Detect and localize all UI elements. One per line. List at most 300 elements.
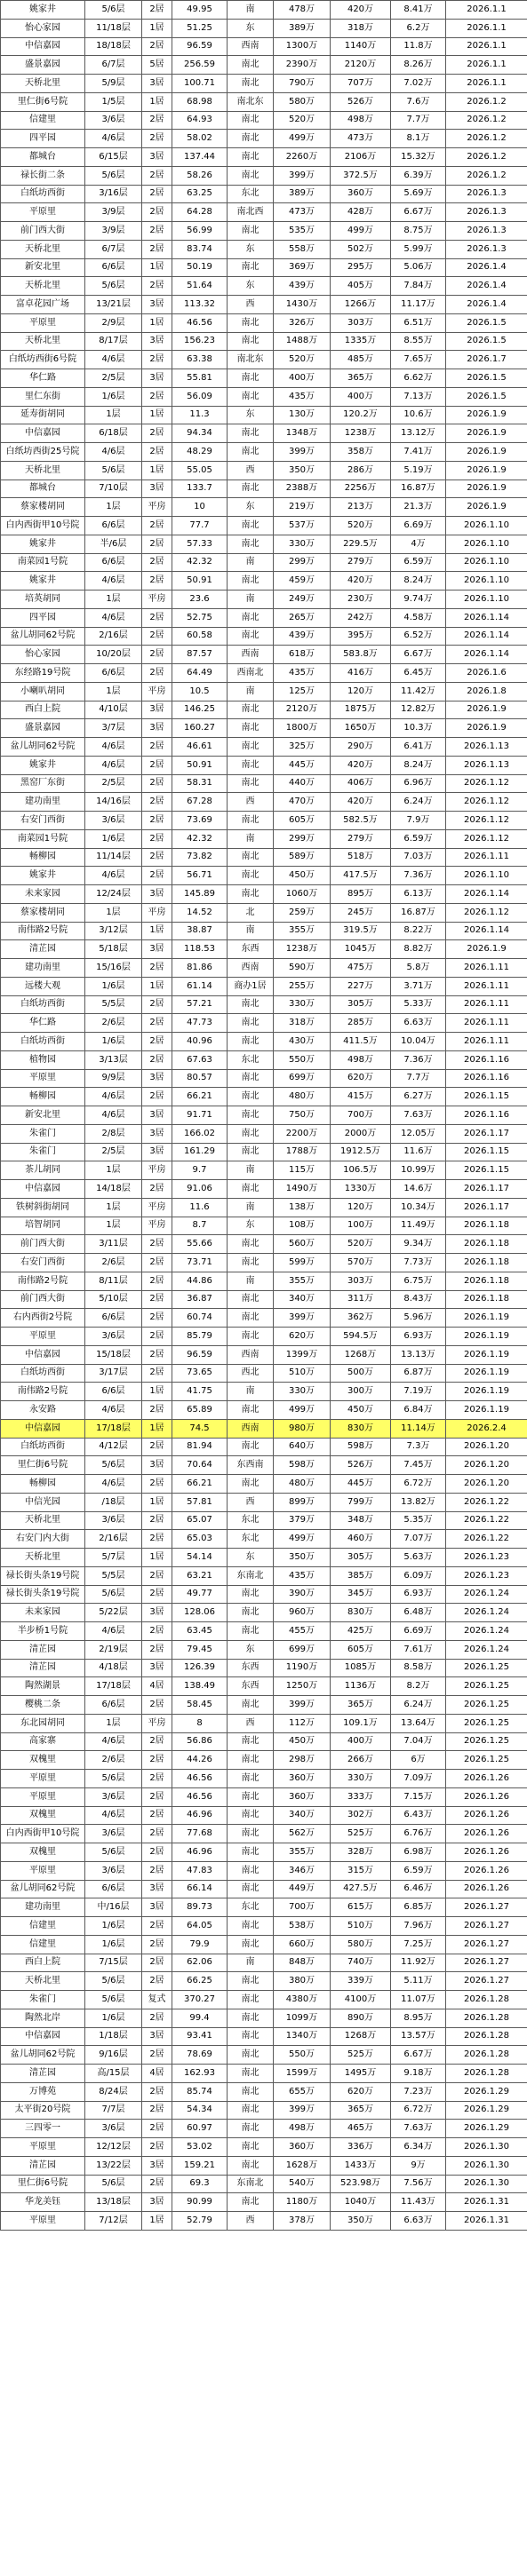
orientation-cell: 南北 [228, 701, 274, 719]
layout-cell: 2居 [142, 829, 172, 848]
community-name-cell: 未来家园 [1, 1604, 85, 1622]
deal-date-cell: 2026.1.19 [446, 1309, 527, 1328]
deal-price-cell: 475万 [331, 959, 391, 978]
orientation-cell: 东北 [228, 185, 274, 203]
community-name-cell: 盛景嘉园 [1, 56, 85, 75]
listed-price-cell: 389万 [274, 19, 331, 37]
deal-price-cell: 707万 [331, 75, 391, 93]
layout-cell: 3居 [142, 1456, 172, 1475]
deal-price-cell: 245万 [331, 903, 391, 922]
area-cell: 41.75 [172, 1383, 228, 1401]
community-name-cell: 培英胡同 [1, 590, 85, 609]
layout-cell: 3居 [142, 1106, 172, 1125]
area-cell: 66.21 [172, 1088, 228, 1106]
area-cell: 47.83 [172, 1861, 228, 1880]
layout-cell: 3居 [142, 1069, 172, 1088]
unit-price-cell: 7.6万 [391, 92, 446, 111]
community-name-cell: 白纸坊西街 [1, 185, 85, 203]
deal-price-cell: 405万 [331, 277, 391, 296]
area-cell: 77.68 [172, 1825, 228, 1843]
layout-cell: 2居 [142, 1033, 172, 1051]
floor-cell: 5/6层 [85, 1, 142, 20]
unit-price-cell: 5.8万 [391, 959, 446, 978]
orientation-cell: 南北 [228, 130, 274, 148]
table-row [1, 1935, 527, 1954]
unit-price-cell: 5.11万 [391, 1972, 446, 1991]
layout-cell: 2居 [142, 848, 172, 867]
deal-price-cell: 285万 [331, 1014, 391, 1033]
deal-date-cell: 2026.1.25 [446, 1732, 527, 1751]
area-cell: 65.03 [172, 1530, 228, 1549]
table-row [1, 1456, 527, 1475]
unit-price-cell: 6.72万 [391, 1475, 446, 1494]
floor-cell: 2/8层 [85, 1124, 142, 1143]
deal-date-cell: 2026.1.22 [446, 1530, 527, 1549]
listed-price-cell: 605万 [274, 812, 331, 830]
community-name-cell: 信建里 [1, 111, 85, 130]
floor-cell: 1层 [85, 682, 142, 701]
orientation-cell: 南北 [228, 2046, 274, 2065]
deal-date-cell: 2026.1.19 [446, 1364, 527, 1383]
unit-price-cell: 6.48万 [391, 1604, 446, 1622]
deal-date-cell: 2026.1.27 [446, 1917, 527, 1936]
deal-price-cell: 605万 [331, 1640, 391, 1659]
unit-price-cell: 6.93万 [391, 1328, 446, 1346]
orientation-cell: 南北西 [228, 203, 274, 222]
layout-cell: 3居 [142, 2156, 172, 2175]
orientation-cell: 东西 [228, 1677, 274, 1696]
area-cell: 50.91 [172, 572, 228, 590]
unit-price-cell: 8.95万 [391, 2009, 446, 2027]
orientation-cell: 南北 [228, 1475, 274, 1494]
listed-price-cell: 299万 [274, 553, 331, 572]
floor-cell: 7/15层 [85, 1954, 142, 1972]
listed-price-cell: 330万 [274, 1383, 331, 1401]
deal-date-cell: 2026.1.18 [446, 1272, 527, 1290]
orientation-cell: 南北 [228, 1088, 274, 1106]
area-cell: 56.99 [172, 222, 228, 241]
floor-cell: 3/9层 [85, 203, 142, 222]
listed-price-cell: 699万 [274, 1069, 331, 1088]
orientation-cell: 东 [228, 1549, 274, 1567]
area-cell: 128.06 [172, 1604, 228, 1622]
community-name-cell: 白内西街甲10号院 [1, 517, 85, 535]
layout-cell: 3居 [142, 480, 172, 498]
deal-date-cell: 2026.1.18 [446, 1254, 527, 1272]
layout-cell: 3居 [142, 75, 172, 93]
unit-price-cell: 6.98万 [391, 1843, 446, 1862]
unit-price-cell: 11.6万 [391, 1143, 446, 1161]
listed-price-cell: 1180万 [274, 2193, 331, 2212]
floor-cell: 13/18层 [85, 2193, 142, 2212]
layout-cell: 2居 [142, 1640, 172, 1659]
community-name-cell: 华仁路 [1, 369, 85, 388]
unit-price-cell: 7.41万 [391, 443, 446, 462]
orientation-cell: 东 [228, 406, 274, 424]
unit-price-cell: 6.69万 [391, 517, 446, 535]
layout-cell: 1居 [142, 1419, 172, 1438]
orientation-cell: 南北 [228, 1254, 274, 1272]
community-name-cell: 植物园 [1, 1050, 85, 1069]
community-name-cell: 平原里 [1, 2138, 85, 2157]
deal-price-cell: 445万 [331, 1475, 391, 1494]
table-row [1, 1198, 527, 1217]
orientation-cell: 南北 [228, 719, 274, 738]
deal-date-cell: 2026.1.10 [446, 517, 527, 535]
listed-price-cell: 499万 [274, 1401, 331, 1420]
deal-date-cell: 2026.1.27 [446, 1898, 527, 1917]
layout-cell: 2居 [142, 1254, 172, 1272]
floor-cell: 5/6层 [85, 1972, 142, 1991]
deal-price-cell: 339万 [331, 1972, 391, 1991]
listed-price-cell: 562万 [274, 1825, 331, 1843]
table-row [1, 1549, 527, 1567]
unit-price-cell: 12.82万 [391, 701, 446, 719]
floor-cell: 1/6层 [85, 977, 142, 995]
layout-cell: 1居 [142, 19, 172, 37]
community-name-cell: 陶然湖景 [1, 1677, 85, 1696]
deal-price-cell: 500万 [331, 1364, 391, 1383]
table-row [1, 2156, 527, 2175]
listed-price-cell: 1238万 [274, 940, 331, 959]
deal-price-cell: 1085万 [331, 1659, 391, 1677]
unit-price-cell: 7.73万 [391, 1254, 446, 1272]
table-row [1, 1751, 527, 1770]
layout-cell: 1居 [142, 313, 172, 332]
unit-price-cell: 7.7万 [391, 111, 446, 130]
floor-cell: 10/20层 [85, 646, 142, 664]
deal-date-cell: 2026.1.20 [446, 1475, 527, 1494]
floor-cell: 高/15层 [85, 2065, 142, 2083]
community-name-cell: 姚家井 [1, 535, 85, 553]
layout-cell: 2居 [142, 2120, 172, 2138]
deal-price-cell: 416万 [331, 664, 391, 683]
community-name-cell: 樱桃二条 [1, 1696, 85, 1715]
table-row [1, 535, 527, 553]
deal-price-cell: 427.5万 [331, 1880, 391, 1898]
area-cell: 68.98 [172, 92, 228, 111]
area-cell: 70.64 [172, 1456, 228, 1475]
area-cell: 63.21 [172, 1566, 228, 1585]
orientation-cell: 南北 [228, 1751, 274, 1770]
floor-cell: 6/7层 [85, 240, 142, 258]
floor-cell: 1层 [85, 1714, 142, 1732]
layout-cell: 2居 [142, 351, 172, 369]
unit-price-cell: 21.3万 [391, 498, 446, 517]
unit-price-cell: 6万 [391, 1751, 446, 1770]
orientation-cell: 南 [228, 1383, 274, 1401]
layout-cell: 2居 [142, 1530, 172, 1549]
deal-date-cell: 2026.1.11 [446, 1033, 527, 1051]
table-row [1, 793, 527, 812]
listed-price-cell: 399万 [274, 443, 331, 462]
table-row [1, 1290, 527, 1309]
area-cell: 96.59 [172, 37, 228, 56]
layout-cell: 1居 [142, 922, 172, 940]
community-name-cell: 盆儿胡同62号院 [1, 627, 85, 646]
deal-date-cell: 2026.1.10 [446, 867, 527, 885]
listed-price-cell: 560万 [274, 1235, 331, 1254]
layout-cell: 3居 [142, 2193, 172, 2212]
deal-date-cell: 2026.1.11 [446, 977, 527, 995]
community-name-cell: 中信嘉园 [1, 1419, 85, 1438]
table-row [1, 922, 527, 940]
floor-cell: 8/24层 [85, 2082, 142, 2101]
floor-cell: 13/21层 [85, 296, 142, 314]
layout-cell: 2居 [142, 1401, 172, 1420]
unit-price-cell: 6.72万 [391, 2101, 446, 2120]
layout-cell: 2居 [142, 812, 172, 830]
table-row [1, 1843, 527, 1862]
orientation-cell: 南北 [228, 2156, 274, 2175]
area-cell: 89.73 [172, 1898, 228, 1917]
deal-date-cell: 2026.1.15 [446, 1088, 527, 1106]
layout-cell: 3居 [142, 1604, 172, 1622]
unit-price-cell: 11.43万 [391, 2193, 446, 2212]
layout-cell: 2居 [142, 959, 172, 978]
floor-cell: 3/13层 [85, 1050, 142, 1069]
community-name-cell: 新安北里 [1, 1106, 85, 1125]
floor-cell: 7/7层 [85, 2101, 142, 2120]
deal-price-cell: 242万 [331, 608, 391, 627]
table-row [1, 1696, 527, 1715]
floor-cell: 6/18层 [85, 424, 142, 443]
area-cell: 159.21 [172, 2156, 228, 2175]
floor-cell: 2/16层 [85, 1530, 142, 1549]
deal-date-cell: 2026.1.14 [446, 885, 527, 904]
deal-date-cell: 2026.1.17 [446, 1124, 527, 1143]
layout-cell: 2居 [142, 1345, 172, 1364]
orientation-cell: 南北 [228, 1861, 274, 1880]
floor-cell: 1/18层 [85, 2027, 142, 2046]
unit-price-cell: 14.6万 [391, 1180, 446, 1199]
table-row [1, 166, 527, 185]
deal-date-cell: 2026.1.5 [446, 387, 527, 406]
area-cell: 73.82 [172, 848, 228, 867]
floor-cell: 3/6层 [85, 1787, 142, 1806]
deal-price-cell: 350万 [331, 2212, 391, 2231]
listed-price-cell: 2390万 [274, 56, 331, 75]
unit-price-cell: 16.87万 [391, 903, 446, 922]
community-name-cell: 建功南里 [1, 959, 85, 978]
listed-price-cell: 480万 [274, 1475, 331, 1494]
area-cell: 50.19 [172, 258, 228, 277]
table-row [1, 1622, 527, 1641]
community-name-cell: 四平园 [1, 608, 85, 627]
listed-price-cell: 440万 [274, 774, 331, 793]
area-cell: 46.56 [172, 1787, 228, 1806]
community-name-cell: 延寿街胡同 [1, 406, 85, 424]
deal-date-cell: 2026.1.9 [446, 940, 527, 959]
orientation-cell: 南 [228, 1198, 274, 1217]
deal-price-cell: 372.5万 [331, 166, 391, 185]
area-cell: 67.28 [172, 793, 228, 812]
orientation-cell: 南北 [228, 572, 274, 590]
listed-price-cell: 265万 [274, 608, 331, 627]
deal-price-cell: 348万 [331, 1511, 391, 1530]
community-name-cell: 禄长街二条 [1, 166, 85, 185]
unit-price-cell: 6.67万 [391, 203, 446, 222]
community-name-cell: 富卓花园广场 [1, 296, 85, 314]
floor-cell: 5/6层 [85, 1843, 142, 1862]
orientation-cell: 南北 [228, 608, 274, 627]
community-name-cell: 东经路19号院 [1, 664, 85, 683]
layout-cell: 2居 [142, 1935, 172, 1954]
unit-price-cell: 9.18万 [391, 2065, 446, 2083]
deal-price-cell: 300万 [331, 1383, 391, 1401]
deal-price-cell: 109.1万 [331, 1714, 391, 1732]
listed-price-cell: 599万 [274, 1254, 331, 1272]
orientation-cell: 东北 [228, 1511, 274, 1530]
listed-price-cell: 112万 [274, 1714, 331, 1732]
table-row [1, 2212, 527, 2231]
orientation-cell: 南北 [228, 738, 274, 757]
area-cell: 67.63 [172, 1050, 228, 1069]
deal-price-cell: 450万 [331, 1401, 391, 1420]
floor-cell: 5/6层 [85, 277, 142, 296]
orientation-cell: 南北 [228, 424, 274, 443]
listed-price-cell: 380万 [274, 1972, 331, 1991]
community-name-cell: 未来家园 [1, 885, 85, 904]
deal-price-cell: 213万 [331, 498, 391, 517]
deal-date-cell: 2026.1.30 [446, 2156, 527, 2175]
deal-price-cell: 2000万 [331, 1124, 391, 1143]
orientation-cell: 南北 [228, 812, 274, 830]
floor-cell: 3/11层 [85, 1235, 142, 1254]
table-row [1, 848, 527, 867]
deal-date-cell: 2026.1.29 [446, 2101, 527, 2120]
community-name-cell: 黑窑厂东街 [1, 774, 85, 793]
orientation-cell: 东 [228, 240, 274, 258]
deal-price-cell: 502万 [331, 240, 391, 258]
table-row [1, 1585, 527, 1604]
layout-cell: 4居 [142, 1677, 172, 1696]
layout-cell: 2居 [142, 1272, 172, 1290]
deal-price-cell: 1268万 [331, 2027, 391, 2046]
area-cell: 256.59 [172, 56, 228, 75]
deal-price-cell: 830万 [331, 1419, 391, 1438]
area-cell: 370.27 [172, 1991, 228, 2009]
community-name-cell: 东北园胡同 [1, 1714, 85, 1732]
table-row [1, 903, 527, 922]
orientation-cell: 南北 [228, 2138, 274, 2157]
unit-price-cell: 11.49万 [391, 1217, 446, 1235]
area-cell: 133.7 [172, 480, 228, 498]
deal-date-cell: 2026.2.4 [446, 1419, 527, 1438]
unit-price-cell: 6.63万 [391, 1014, 446, 1033]
orientation-cell: 南北 [228, 1935, 274, 1954]
layout-cell: 平房 [142, 498, 172, 517]
orientation-cell: 南北 [228, 1438, 274, 1456]
layout-cell: 2居 [142, 1806, 172, 1825]
unit-price-cell: 10.99万 [391, 1161, 446, 1180]
unit-price-cell: 8.24万 [391, 572, 446, 590]
deal-date-cell: 2026.1.12 [446, 774, 527, 793]
layout-cell: 2居 [142, 646, 172, 664]
floor-cell: 3/6层 [85, 812, 142, 830]
area-cell: 66.21 [172, 1475, 228, 1494]
unit-price-cell: 11.17万 [391, 296, 446, 314]
layout-cell: 2居 [142, 1511, 172, 1530]
deal-price-cell: 417.5万 [331, 867, 391, 885]
area-cell: 83.74 [172, 240, 228, 258]
table-row [1, 1383, 527, 1401]
area-cell: 58.45 [172, 1696, 228, 1715]
deal-price-cell: 830万 [331, 1604, 391, 1622]
layout-cell: 3居 [142, 940, 172, 959]
orientation-cell: 西 [228, 2212, 274, 2231]
unit-price-cell: 8.24万 [391, 756, 446, 774]
listed-price-cell: 379万 [274, 1511, 331, 1530]
area-cell: 61.14 [172, 977, 228, 995]
area-cell: 52.75 [172, 608, 228, 627]
floor-cell: 13/22层 [85, 2156, 142, 2175]
unit-price-cell: 8.58万 [391, 1659, 446, 1677]
layout-cell: 平房 [142, 1198, 172, 1217]
table-row [1, 296, 527, 314]
unit-price-cell: 7.96万 [391, 1917, 446, 1936]
community-name-cell: 天桥北里 [1, 1511, 85, 1530]
layout-cell: 2居 [142, 1364, 172, 1383]
table-row [1, 1124, 527, 1143]
orientation-cell: 南北 [228, 166, 274, 185]
community-name-cell: 双槐里 [1, 1843, 85, 1862]
deal-date-cell: 2026.1.3 [446, 203, 527, 222]
floor-cell: 5/18层 [85, 940, 142, 959]
deal-price-cell: 525万 [331, 1825, 391, 1843]
deal-date-cell: 2026.1.25 [446, 1751, 527, 1770]
community-name-cell: 平原里 [1, 1787, 85, 1806]
deal-price-cell: 286万 [331, 461, 391, 480]
orientation-cell: 西南 [228, 646, 274, 664]
orientation-cell: 南北 [228, 1880, 274, 1898]
listed-price-cell: 537万 [274, 517, 331, 535]
listed-price-cell: 473万 [274, 203, 331, 222]
deal-date-cell: 2026.1.4 [446, 258, 527, 277]
unit-price-cell: 6.69万 [391, 1622, 446, 1641]
area-cell: 156.23 [172, 332, 228, 351]
area-cell: 49.77 [172, 1585, 228, 1604]
area-cell: 58.02 [172, 130, 228, 148]
unit-price-cell: 9.34万 [391, 1235, 446, 1254]
listed-price-cell: 470万 [274, 793, 331, 812]
community-name-cell: 蔡家楼胡同 [1, 903, 85, 922]
orientation-cell: 东西 [228, 1659, 274, 1677]
deal-price-cell: 895万 [331, 885, 391, 904]
area-cell: 78.69 [172, 2046, 228, 2065]
area-cell: 53.02 [172, 2138, 228, 2157]
area-cell: 40.96 [172, 1033, 228, 1051]
listed-price-cell: 960万 [274, 1604, 331, 1622]
floor-cell: 4/6层 [85, 1088, 142, 1106]
listed-price-cell: 1788万 [274, 1143, 331, 1161]
community-name-cell: 华龙美钰 [1, 2193, 85, 2212]
listed-price-cell: 2260万 [274, 148, 331, 167]
community-name-cell: 盆儿胡同62号院 [1, 738, 85, 757]
table-row [1, 1088, 527, 1106]
table-row [1, 995, 527, 1014]
community-name-cell: 白纸坊西街 [1, 1438, 85, 1456]
area-cell: 69.3 [172, 2175, 228, 2193]
unit-price-cell: 6.43万 [391, 1806, 446, 1825]
area-cell: 46.96 [172, 1843, 228, 1862]
deal-date-cell: 2026.1.14 [446, 627, 527, 646]
orientation-cell: 南北 [228, 2065, 274, 2083]
listed-price-cell: 255万 [274, 977, 331, 995]
deal-price-cell: 526万 [331, 1456, 391, 1475]
area-cell: 126.39 [172, 1659, 228, 1677]
table-row [1, 1254, 527, 1272]
